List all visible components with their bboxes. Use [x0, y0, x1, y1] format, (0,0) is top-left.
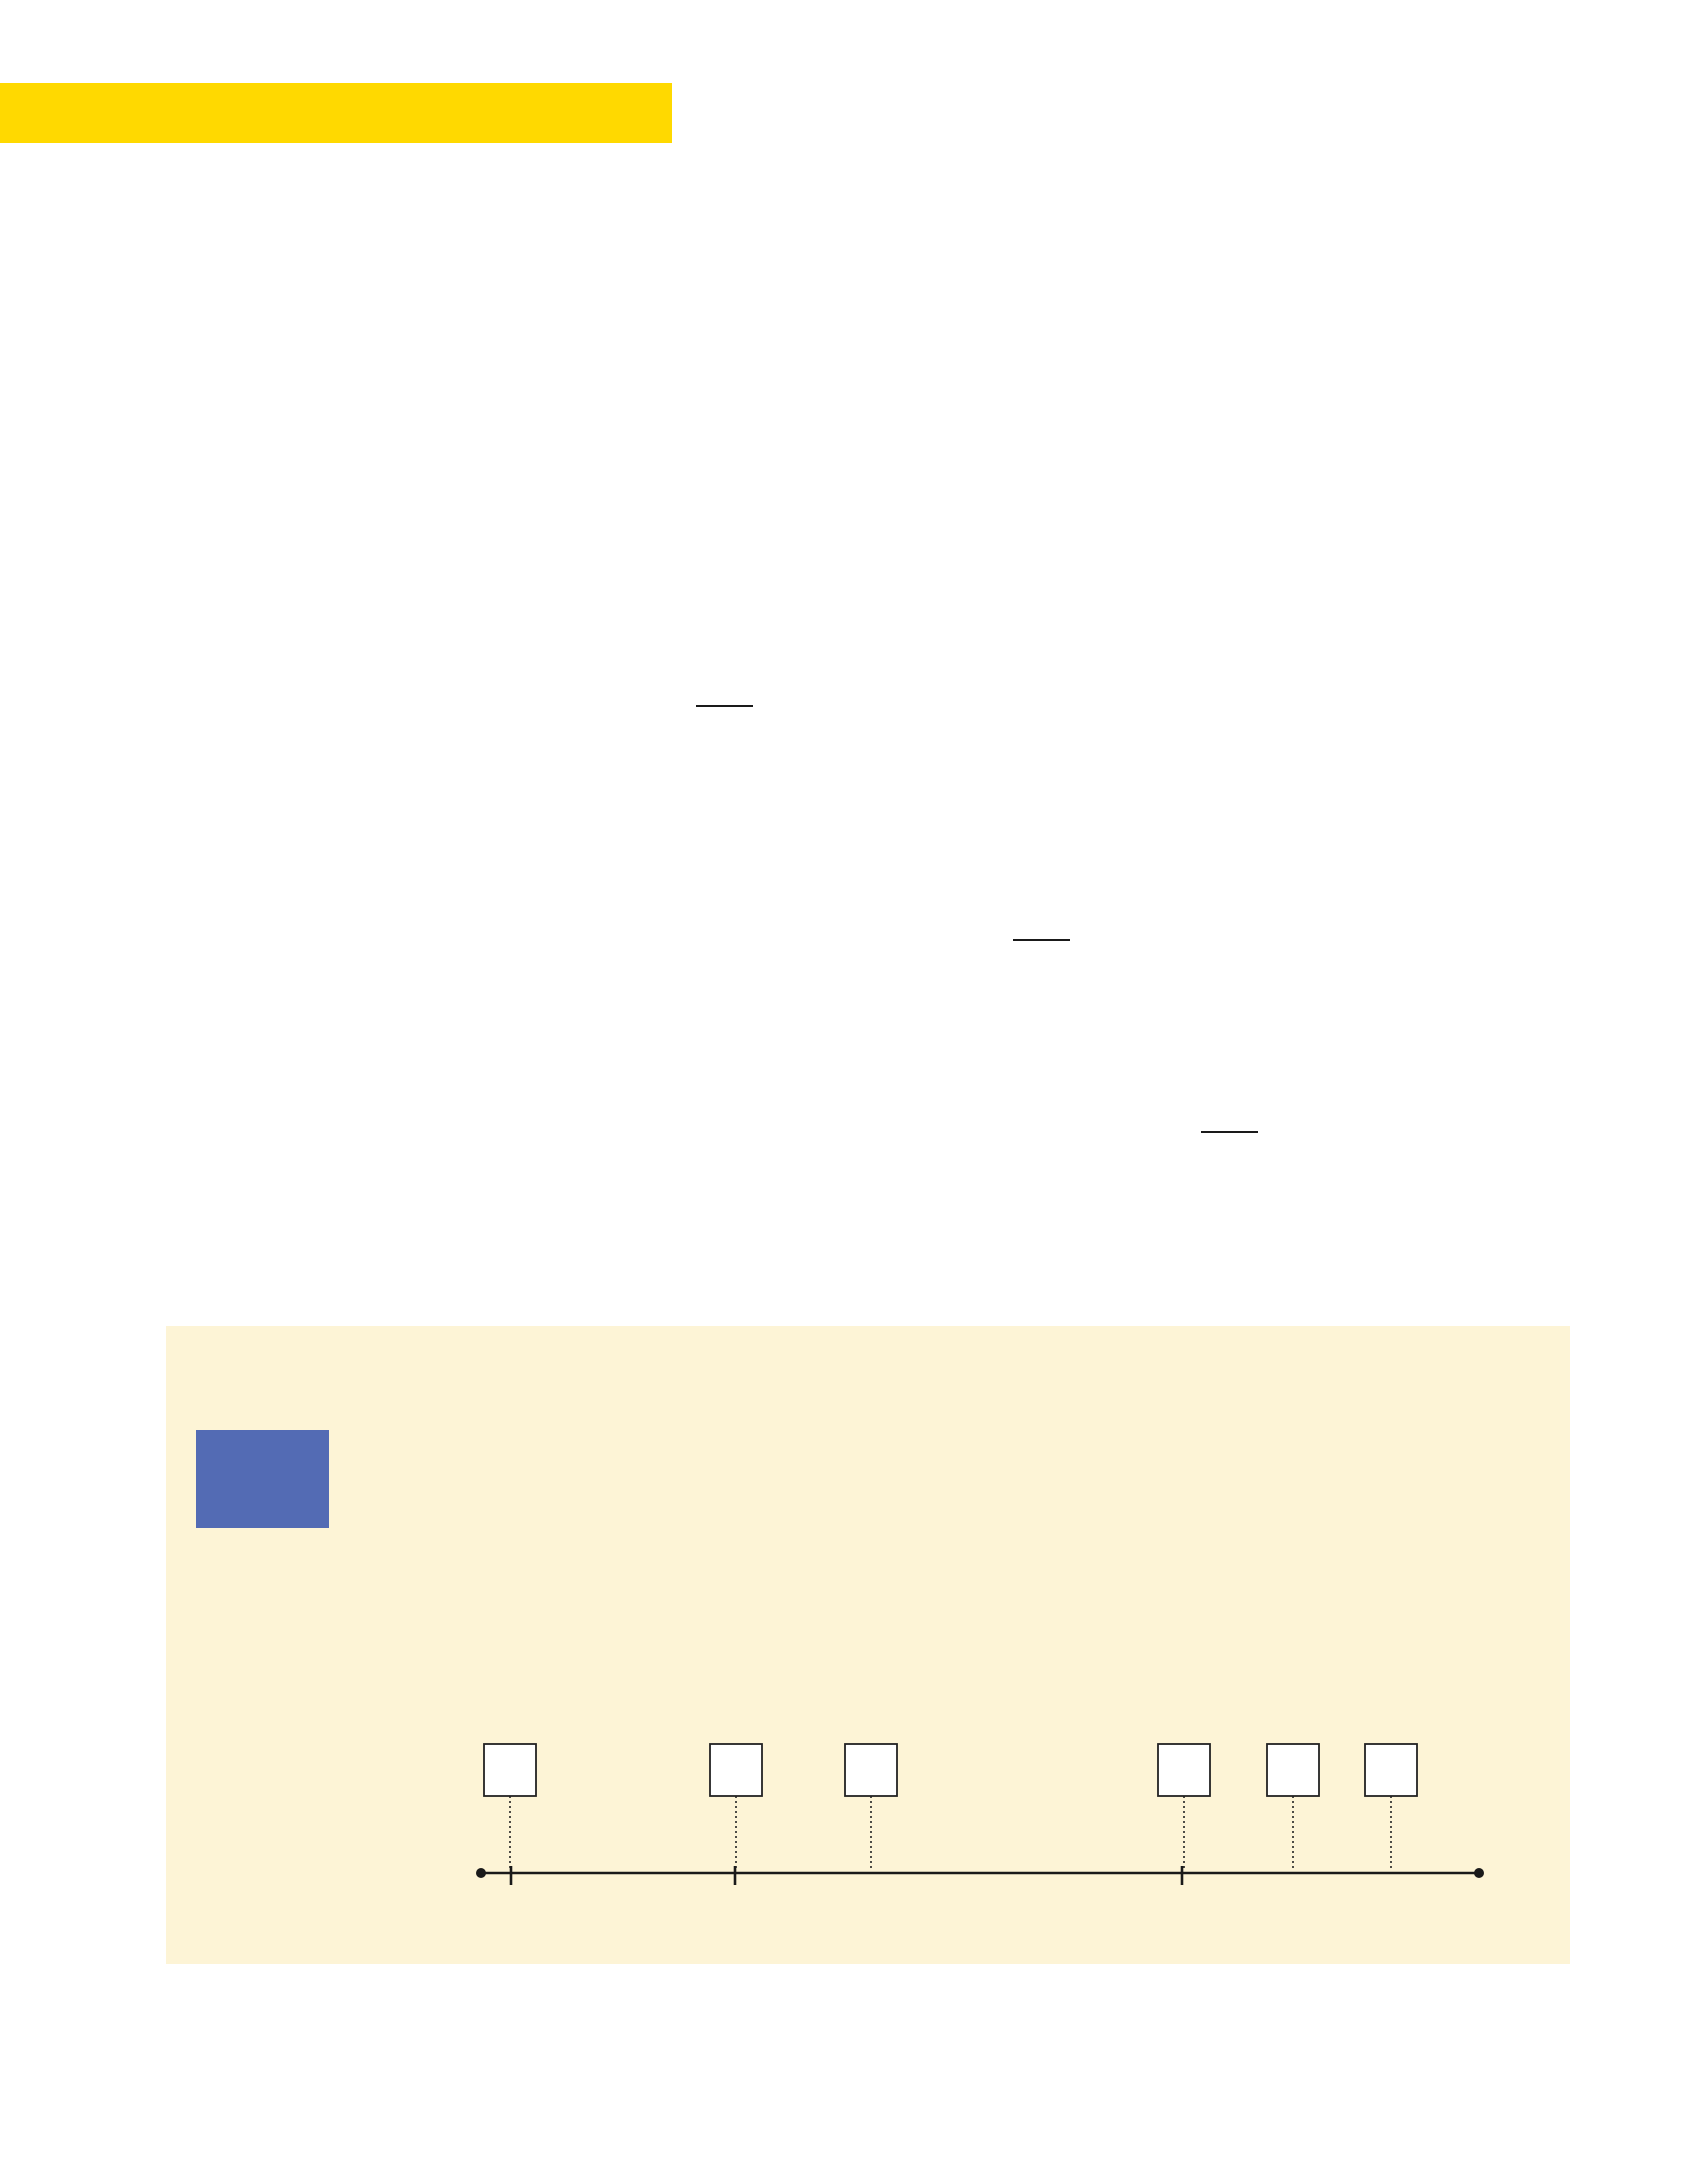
exercise-panel: [166, 1326, 1570, 1964]
answer-box-3: [845, 1744, 897, 1796]
section-header-bar: [0, 83, 672, 143]
line-endpoint-left: [476, 1868, 486, 1878]
number-line-diagram: [166, 1326, 1570, 1964]
line-endpoint-right: [1474, 1868, 1484, 1878]
answer-box-4: [1158, 1744, 1210, 1796]
answer-box-2: [710, 1744, 762, 1796]
answer-box-6: [1365, 1744, 1417, 1796]
fill-in-blank-3: [1201, 1131, 1258, 1133]
answer-box-5: [1267, 1744, 1319, 1796]
fill-in-blank-1: [696, 705, 753, 707]
answer-box-1: [484, 1744, 536, 1796]
fill-in-blank-2: [1013, 939, 1070, 941]
